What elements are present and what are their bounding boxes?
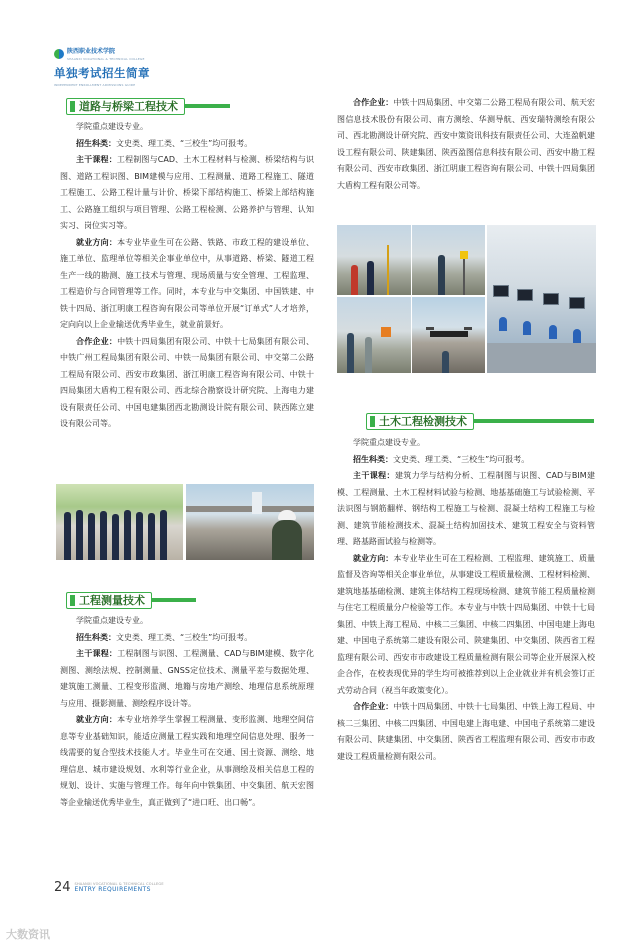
intro-text: 学院重点建设专业。 bbox=[76, 616, 148, 625]
college-logo-icon bbox=[54, 49, 64, 59]
section-title: 道路与桥梁工程技术 bbox=[79, 100, 178, 113]
section-heading-road-bridge bbox=[66, 97, 230, 115]
subjects-paragraph: 招生科类：文史类、理工类、“三校生”均可报考。 bbox=[76, 632, 253, 642]
instrument-teaching-photo bbox=[337, 297, 411, 373]
page-header bbox=[54, 46, 150, 87]
total-station-photo bbox=[412, 225, 485, 295]
section-body-survey bbox=[60, 613, 314, 811]
employment-paragraph: 就业方向：本专业培养学生掌握工程测量、变形监测、地理空间信息等专业基础知识，能适应测量工程实践和地理空间信息处理、服务一线需要的复合型技术技能人才。毕业生可在交通、国土资源、测绘、地理信息、城市建设规划、水利等行业企业，从事测绘及相关信息工程的规划、设计、实施与管理工作。每年向中铁集团、中交集团、航天宏图等企业输送优秀毕业生，真正做到了“进口旺、出口畅”。 bbox=[60, 715, 315, 807]
footer-college-en: SHAANXI VOCATIONAL & TECHNICAL COLLEGE bbox=[74, 882, 164, 886]
page-number: 24 bbox=[54, 880, 71, 895]
partners-paragraph: 合作企业：中铁十四局集团、中交第二公路工程局有限公司、航天宏图信息技术股份有限公司、南方测绘、华测导航、西安瑞特测绘有限公司、西北勘测设计研究院、西安中策资讯科技有限责任公司、大连盈帆建设工程有限公司、陕建集团、陕西盈图信息科技有限公司、西安中勘工程有限公司、西安市政集团、浙江明康工程咨询有限公司、中铁十四局集团大盾构工程有限公司等。 bbox=[337, 98, 596, 190]
intro-text: 学院重点建设专业。 bbox=[353, 438, 425, 447]
courses-paragraph: 主干课程：建筑力学与结构分析、工程制图与识图、CAD与BIM建模、工程测量、土木工程材料试验与检测、地基基础施工与试验检测、平法识图与钢筋翻样、钢结构工程施工与检测、混凝土结构工程施工与检测、建筑节能检测技术、混凝土结构加固技术、建筑工程安全与资料管理、路基路面试验与检测等。 bbox=[337, 471, 596, 546]
section-title: 土木工程检测技术 bbox=[379, 415, 467, 428]
employment-paragraph: 就业方向：本专业毕业生可在公路、铁路、市政工程的建设单位、施工单位、监理单位等相关企事业单位中，从事道路、桥梁、隧道工程生产一线的勘测、施工技术与管理、现场质量与安全管理、工程监理、工程造价与合同管理等工作。同时，本专业与中交集团、中国铁建、中铁十四局、浙江明康工程咨询有限公司等单位开展“订单式”人才培养，定向向以上企业输送优秀毕业生，就业前景好。 bbox=[60, 237, 315, 329]
section-heading-civil-testing bbox=[366, 412, 594, 430]
courses-paragraph: 主干课程：工程制图与识图、工程测量、CAD与BIM建模、数字化测图、测绘法规、控制测量、GNSS定位技术、测量平差与数据处理、建筑施工测量、工程变形监测、地籍与房地产测绘、地理信息系统原理与应用、摄影测量、测绘程序设计等。 bbox=[60, 649, 315, 708]
section-heading-survey bbox=[66, 591, 196, 609]
graduates-group-photo bbox=[56, 484, 183, 560]
section-body-civil-testing bbox=[337, 435, 595, 765]
footer-section-en: ENTRY REQUIREMENTS bbox=[74, 886, 151, 893]
subjects-paragraph: 招生科类：文史类、理工类、“三校生”均可报考。 bbox=[76, 138, 253, 148]
page-footer bbox=[54, 880, 164, 895]
partners-paragraph: 合作企业：中铁十四局集团、中铁十七局集团、中铁上海工程局、中核二三集团、中核二四集团、中国电建上海电建、中国电子系统第二建设有限公司、陕建集团、中交集团、陕西省工程监理有限公司、西安市市政建设工程质量检测有限公司。 bbox=[337, 702, 596, 761]
intro-text: 学院重点建设专业。 bbox=[76, 122, 148, 131]
page-title-en: INDEPENDENT ENROLLMENT ADMISSIONS GUIDE bbox=[54, 83, 136, 87]
school-name: 陕西职业技术学院 bbox=[67, 48, 116, 55]
section-body-road-bridge bbox=[60, 119, 314, 433]
bridge-site-survey-photo bbox=[186, 484, 314, 560]
section-title: 工程测量技术 bbox=[79, 594, 145, 607]
drone-survey-photo bbox=[412, 297, 485, 373]
school-name-en: SHAANXI VOCATIONAL & TECHNICAL COLLEGE bbox=[67, 57, 145, 61]
subjects-paragraph: 招生科类：文史类、理工类、“三校生”均可报考。 bbox=[353, 454, 530, 464]
employment-paragraph: 就业方向：本专业毕业生可在工程检测、工程监理、建筑施工、质量监督及咨询等相关企事业单位，从事建设工程质量检测、工程材料检测、建筑地基基础检测、建筑主体结构工程现场检测、建筑节能工程质量检测与住宅工程质量分户检验等工作。本专业与中铁十四局集团、中铁十七局集团、中铁上海工程局、中核二三集团、中核二四集团、中国电建上海电建、中国电子系统第二建设有限公司、陕建集团、中交集团、陕西省工程监理有限公司、西安市市政建设工程质量检测有限公司等企业开展深入校企合作，在校表现优异的学生均可被推荐到以上企业就业并有机会签订正式劳动合同（视当年政策变化）。 bbox=[337, 553, 596, 695]
page-title: 单独考试招生简章 bbox=[54, 66, 150, 80]
partners-paragraph: 合作企业：中铁十四局集团有限公司、中铁十七局集团有限公司、中铁广州工程局集团有限公司、中铁一局集团有限公司、中交第二公路工程局有限公司、西安市政集团、浙江明康工程咨询有限公司、中铁十四局集团大盾构工程有限公司、西北综合勘察设计研究院、上海电力建设有限责任公司、中国电建集团西北勘测设计院有限公司、陕西陈立建设有限公司等。 bbox=[60, 336, 315, 428]
computer-lab-photo bbox=[487, 225, 596, 373]
field-survey-photo bbox=[337, 225, 411, 295]
courses-paragraph: 主干课程：工程制图与CAD、土木工程材料与检测、桥梁结构与识图、道路工程识图、BIM建模与应用、工程测量、道路工程施工、隧道工程施工、公路工程计量与计价、桥梁下部结构施工、桥梁上部结构施工、公路施工组织与项目管理、公路工程检测、公路养护与管理、认知实习、岗位实习等。 bbox=[60, 155, 315, 230]
watermark: 大数资讯 bbox=[6, 928, 50, 941]
logo bbox=[54, 46, 150, 61]
survey-partners-block bbox=[337, 95, 595, 194]
